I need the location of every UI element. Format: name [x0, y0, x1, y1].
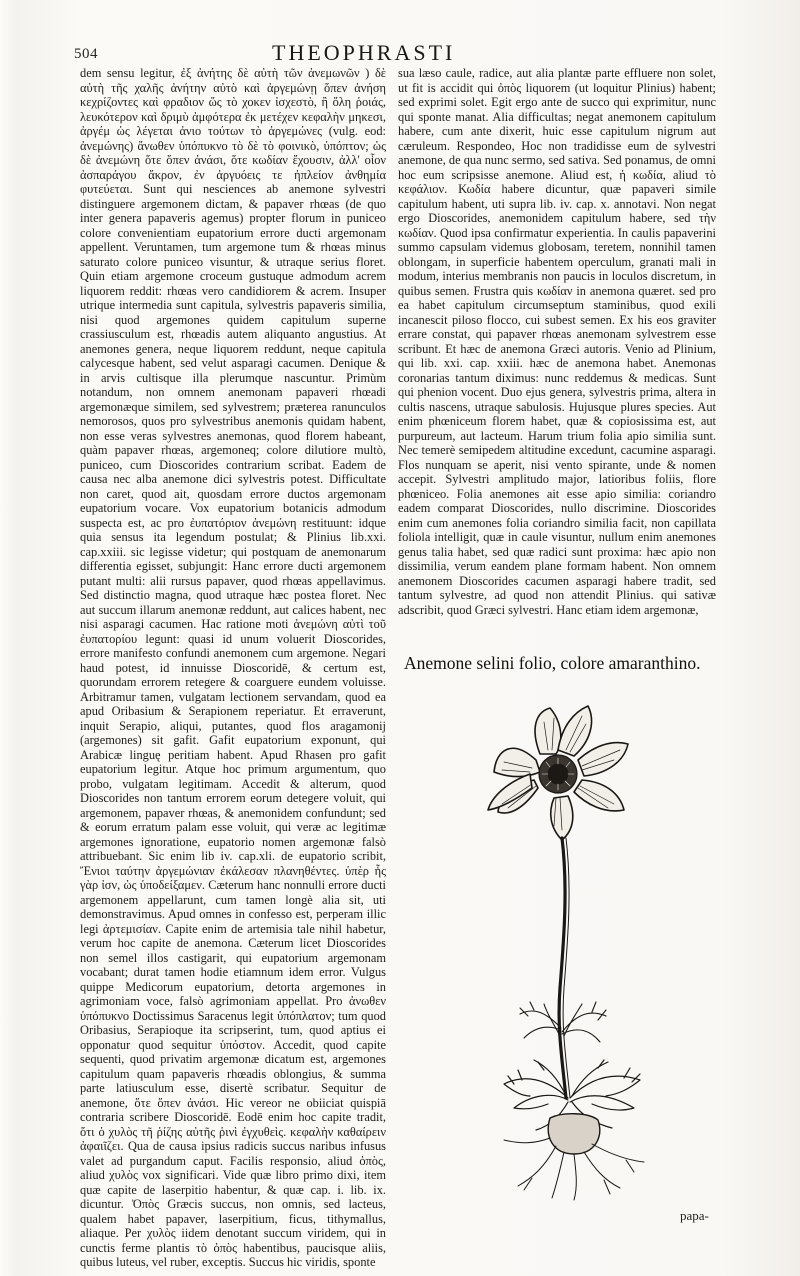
left-column-text: dem sensu legitur, ἐξ ἀνήτης δὲ αὐτὴ τῶν ἀνεμωνῶν ) δὲ αὐτὴ τῆς χαλῆς ἀνήτην αὐτὸ καὶ ἀργεμώνῃ ὅπεν ἀνήση κεχρίζοντες καὶ φραδιον ὥς τὸ χοκεν ἰσχεστὸ, ἢ ὅλη ῥοιάς, λευκότερον καὶ δριμὺ ἀμφότερα ἐκ μετέχεν κεφαλὴν μηκεσι, ἀργέμ ὡς λέγεται ἀνιο τούτων τὸ ἀργεμώνες (vulg. eod: ἀνεμώνης) ἄνωθεν ὑπόπυκνο τὸ δὲ τὸ φοινικὸ, ὑπόπτον; ὡς δὲ ἀνεμώνη ὅτε ὅπεν ἀνάσι, ὅτε κωδίαν ἔχουσιν, ἀλλ' οἷον ἀσπαράγου ἄκρον, ἐν ἀργυόεις τε ἠπλείον ἀνθημία φυτεύεται. Sunt qui nesciences ab anemone sylvestri distinguere argemonem dictam, & papaver rhœas (de quo inter genera papaveris agemus) propter florum in puniceo colore convenientiam eupatorium errore ducti argemonam appellent. Veruntamen, tum argemone tum & rhœas minus saturato colore puniceo visuntur, & utraque serius floret. Quin etiam argemone croceum gustuque admodum acrem liquorem reddit: rhœas vero candidiorem & acrem. Insuper utrique intermedia sunt capitula, sylvestris papaveris similia, nisi quod argemones quidem capitulum superne crassiusculum est, rhœadis autem aliquanto angustius. At anemones genera, neque liquorem reddunt, neque capitula calycesque habent, sed velut asparagi cacumen. Denique & in arvis cultisque illa plerumque nascuntur. Primùm notandum, non omnem anemonam papaveri rhœadi argemonæque similem, sed sylvestrem; præterea ranunculos nemorosos, quos pro sylvestribus anemonis quidam habent, non esse veras sylvestres anemonas, quod florem habeant, quàm papaver rhœas, argemoneq; colore dilutiore multò, puniceo, cum Dioscorides contrarium scribat. Eadem de causa nec alba anemone dici sylvestris potest. Difficultate non caret, quod ait, quosdam errore ductos argemonam eupatorium vocare. Vox eupatorium botanicis admodum suspecta est, ac pro ἐυπατόριον ἀνεμώνη restituunt: idque quia sensus ita legendum postulat; & Plinius lib.xxi. cap.xxiii. sic legisse videtur; qui postquam de anemonarum differentia egisset, subjungit: Hanc errore ducti argemonem putant multi: alii rursus papaver, quod rhœas appellavimus. Sed distinctio magna, quod utraque hæc postea floret. Nec aut succum illarum anemonæ reddunt, aut calices habent, nec nisi asparagi cacumen. Hac ratione moti ἀνεμώνη αὐτὶ τοῦ ἐυπατορίου legunt: quasi id unum voluerit Dioscorides, errore manifesto confundi anemonem cum argemone. Negari haud potest, id innuisse Dioscoridē, & certum est, quorundam errorem retegere & coarguere eundem voluisse. Arbitramur tamen, vulgatam lectionem servandam, quod ea apud Oribasium & Serapionem reperiatur. Et erraverunt, inquit Serapio, aliqui, putantes, quod flos aragamonij (argemones) sit gafit. Gafit eupatorium exponunt, qui Arabicæ linguę peritiam habent. Apud Rhasen pro gafit eupatorium legitur. Atque hoc primum argumentum, quo probo, vulgatam legitimam. Accedit & alterum, quod Dioscorides non tantum errorem eorum detegere voluit, qui argemonem, papaver rhœas, & anemonidem confundunt; sed & eorum erratum palam esse voluit, qui veræ ac legitimæ argemones ignoratione, eupatorio nomen argemonæ falsò attribuebant. Sic enim lib iv. cap.xli. de eupatorio scribit, Ἔνιοι ταύτην ἀργεμώνιαν ἐκάλεσαν πλανηθέντες. ὑπὲρ ἧς γὰρ ἰσν, ὡς ὑποδείξαμεν. Cæterum hanc nonnulli errore ducti argemonem appellarunt, cum tamen longè alia sit, uti demonstravimus. Apud omnes in confesso est, perperam illic legi ἀρτεμισίαν. Capite enim de artemisia tale nihil habetur, verum hoc capite de anemona. Cæterum licet Dioscorides non semel illos castigarit, qui eupatorium argemonam vocabant; durat tamen hodie etiamnum idem error. Vulgus quippe Medicorum eupatorium, detorta argemones in agrimoniam voce, falsò agrimoniam appellat. Pro ἀνωθεν ὑπόπυκνο Doctissimus Saracenus legit ὑπόπλατον; tum quod Oribasius, Serapioque ita scripserint, tum, quod aptius ei opponatur quod sequitur ὑπόστον. Accedit, quod capite sequenti, quod privatim argemonæ dicatum est, argemones capitulum quam papaveris rhœadis oblongius, & summa parte latiusculum esse, disertè scribatur. Sequitur de anemone, ὅτε ὅπεν ἀνάσι. Hic vereor ne obiiciat quispiā contraria scribere Dioscoridē. Eodē enim hoc capite tradit, ὅτι ὁ χυλὸς τῆ ῥίζης αὐτῆς ῥινὶ ἐγχυθεὶς. κεφαλὴν καθαίρειν ἀφαιῖζει. Qua de causa ipsius radicis succus naribus infusus valet ad purgandum caput. Facilis responsio, aliud ὀπὸς, aliud χυλὸς vox significari. Vide quæ libro primo dixi, item quæ capite de laserpitio habentur, & quæ cap. i. lib. ix. dicuntur. Ὀπὸς Græcis succus, non omnis, sed lacteus, qualem habet papaver, laserpitium, ficus, tithymallus, aliaque. Per χυλὸς iidem denotant succum viridem, qui in cunctis ferme plantis τὸ ὀπὸς habentibus, paucisque aliis, quibus luteus, vel ruber, exceptis. Succus hic viridis, sponte: [80, 66, 386, 1269]
page-number: 504: [74, 46, 98, 62]
figure-caption: Anemone selini folio, colore amaranthino.: [404, 653, 701, 673]
flower-stem: [559, 838, 566, 1098]
left-text-column: [80, 66, 386, 1269]
right-column-text: sua læso caule, radice, aut alia plantæ parte effluere non solet, ut fit is accidit qui ὀπὸς liquorem (ut loquitur Plinius) habent; sed exprimi solet. Egit ergo ante de succo qui exprimitur, nunc qui sponte manat. Alia difficultas; negat anemonem capitulum habere, cum ante dixerit, huic esse capitulum nigrum aut cæruleum. Respondeo, Hoc non tradidisse eum de sylvestri anemone, de qua nunc sermo, sed sativa. Sed ponamus, de omni hoc eum scripsisse anemone. Aliud est, ἡ κωδία, aliud τὸ κεφάλιον. Κωδία habere dicuntur, quæ papaveri simile capitulum habent, uti supra lib. iv. cap. x. annotavi. Non negat ergo Dioscorides, anemonidem capitulum habere, sed τὴν κωδίαν. Quod ipsa confirmatur experientia. In caulis papaverini summo capsulam videmus globosam, teretem, nonnihil tamen oblongam, in superficie habentem operculum, granati mali in modum, interius membranis non paucis in loculos discretum, in quibus semen. Frustra quis κωδίαν in anemona quæret. sed pro ea habet capitulum circumseptum staminibus, quod exili incanescit piloso flocco, cui subest semen. Ex his eos graviter errare constat, qui papaver rhœas anemonam sylvestrem esse scribunt. Et hæc de anemona Græci autoris. Venio ad Plinium, qui lib. xxi. cap. xxiii. hæc de anemona habet. Anemonas coronarias tantum diximus: nunc reddemus & medicas. Sunt qui phenion vocent. Duo ejus genera, sylvestris prima, altera in cultis nascens, utraque sabulosis. Hujusque plures species. Aut enim phœniceum florem habet, quæ & copiosissima est, aut purpureum, aut lacteum. Harum trium folia apio similia sunt. Nec temerè semipedem altitudine excedunt, cacumine asparagi. Flos nunquam se aperit, nisi vento spirante, unde & nomen accepit. Sylvestri amplitudo major, latioribus foliis, flore phœniceo. Folia anemones ait esse apio similia: coriandro eadem comparat Dioscorides, nullo discrimine. Dioscorides enim cum anemones folia coriandro similia facit, non capillata foliola intelligit, quæ in caule visuntur, nullum enim anemones genus talia habet, sed quæ radici sunt proxima: hæc apio non dissimilia, verum eandem plane formam habent. Non omnem anemonem Dioscorides cacumen asparagi habere tradit, sed tantum sylvestre, ad quod non attendit Plinius. qui sativæ adscribit, quod Græci sylvestri. Hanc etiam idem argemonæ,: [398, 66, 716, 617]
running-head: THEOPHRASTI: [272, 40, 456, 65]
catchword: papa-: [680, 1208, 709, 1223]
anemone-woodcut-illustration: [474, 698, 680, 1204]
right-text-column: [398, 66, 716, 641]
root-tuber: [548, 1114, 599, 1154]
